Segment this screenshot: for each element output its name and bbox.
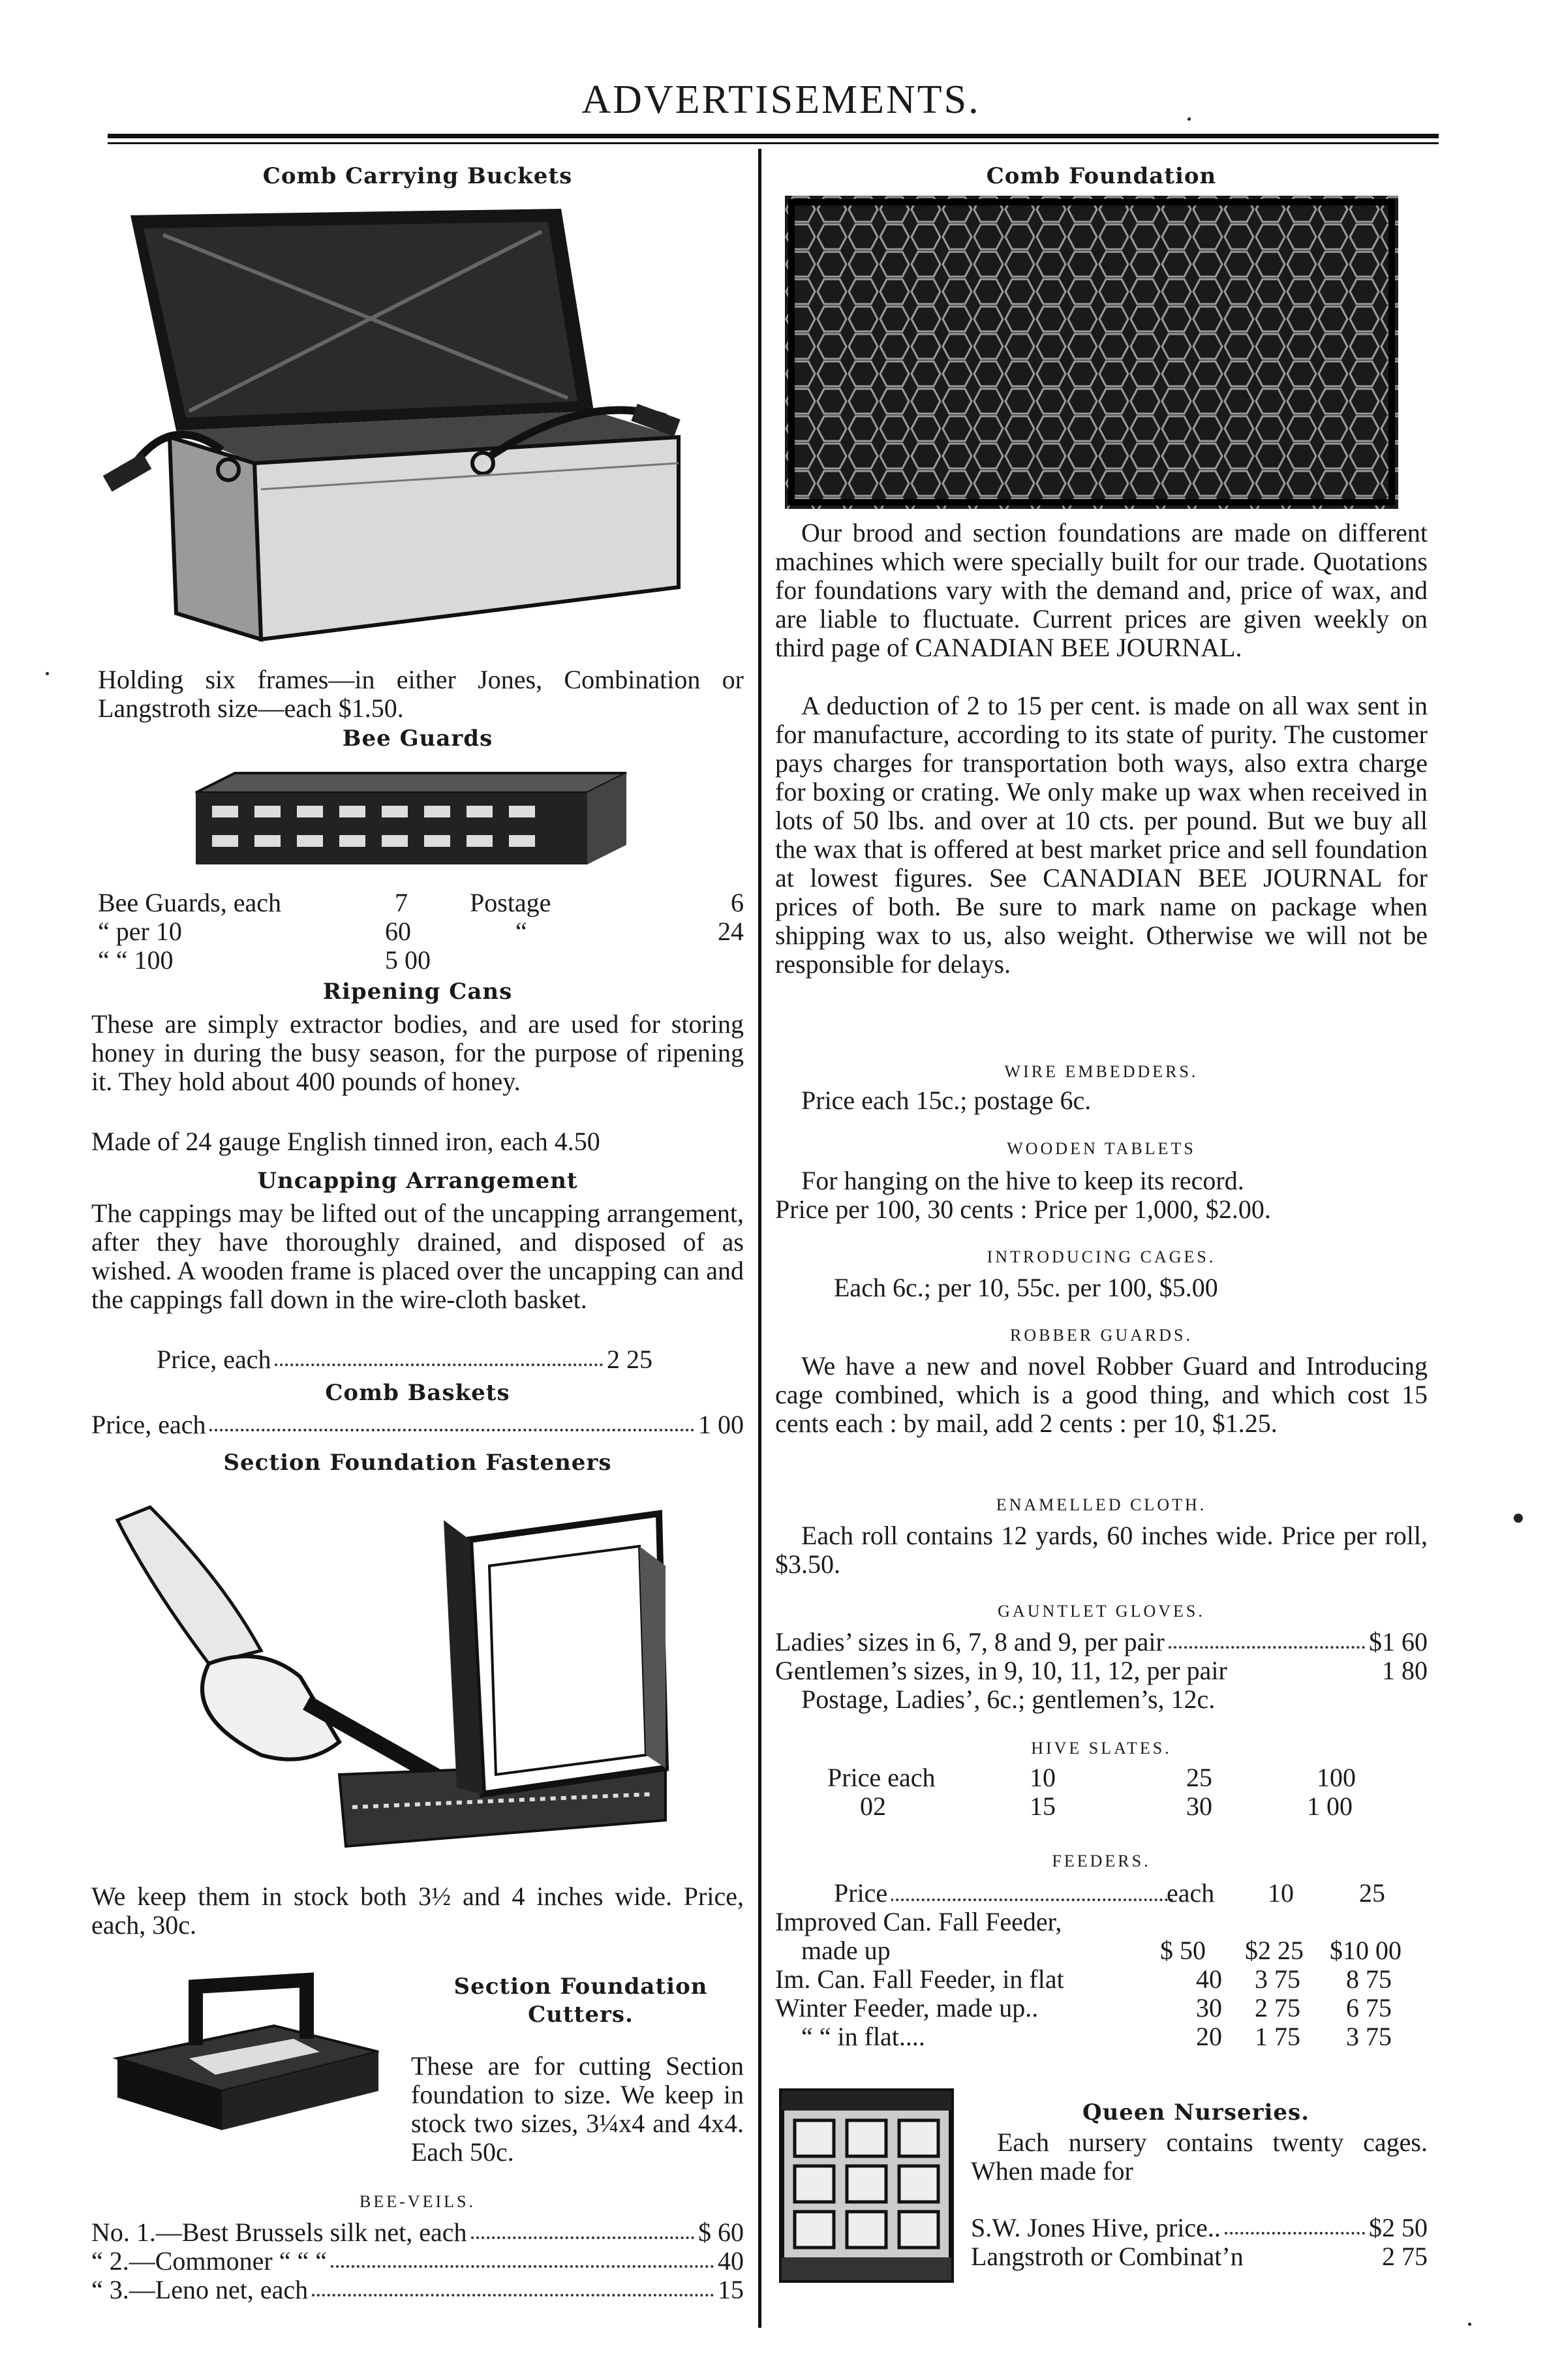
- column-divider: [758, 149, 761, 2328]
- wire-embedders-text: Price each 15c.; postage 6c.: [801, 1086, 1092, 1115]
- comb-foundation-illustration: [785, 196, 1398, 509]
- gloves-postage: Postage, Ladies’, 6c.; gentlemen’s, 12c.: [801, 1685, 1216, 1714]
- bee-veils-heading: BEE-VEILS.: [360, 2192, 476, 2211]
- ripening-text: These are simply extractor bodies, and are used for storing honey in during the busy season, for the purpose of ripening it. They hold about 400 pounds of honey.: [91, 1009, 744, 1096]
- ripening-made-of: Made of 24 gauge English tinned iron, each 4.50: [91, 1127, 600, 1156]
- print-speck: [1468, 2323, 1471, 2326]
- feeders-row: Winter Feeder, made up.. 30 2 75 6 75: [775, 1993, 1392, 2022]
- feeders-heading: FEEDERS.: [1052, 1852, 1151, 1870]
- header-rule-thick: [108, 134, 1439, 138]
- robber-guards-text: We have a new and novel Robber Guard and Introducing cage combined, which is a good thing, and which cost 15 cents each : by mail, add 2 cents : per 10, $1.25.: [775, 1351, 1428, 1438]
- feeders-row: made up $ 50 $2 25 $10 00: [801, 1936, 1401, 1965]
- bee-guard-illustration: [183, 767, 639, 877]
- buckets-caption: Holding six frames—in either Jones, Combination or Langstroth size—each $1.50.: [98, 665, 744, 723]
- comb-bucket-illustration: [91, 196, 744, 652]
- feeders-table: [775, 1879, 1428, 2051]
- bee-guards-row: “ “ 100 5 00: [98, 945, 431, 975]
- foundation-paragraph-1: Our brood and section foundations are made on different machines which were specially built for our trade. Quotations for foundations vary with the demand and, price of wax, and are liable to fluctuate. Current prices are given weekly on third page of CANADIAN BEE JOURNAL.: [775, 518, 1428, 662]
- nurseries-row: Langstroth or Combinat’n 2 75: [971, 2242, 1428, 2271]
- nurseries-row: S.W. Jones Hive, price.. $2 50: [971, 2213, 1428, 2242]
- wooden-tablets-heading: WOODEN TABLETS: [1007, 1139, 1196, 1158]
- foundation-cutter-illustration: [111, 1967, 385, 2137]
- queen-nursery-illustration: [775, 2084, 958, 2287]
- buckets-heading: Comb Carrying Buckets: [262, 163, 573, 189]
- cutters-heading-2: Cutters.: [528, 2002, 634, 2028]
- gauntlet-gloves-heading: GAUNTLET GLOVES.: [998, 1602, 1205, 1621]
- ripening-heading: Ripening Cans: [322, 979, 513, 1005]
- enamelled-cloth-text: Each roll contains 12 yards, 60 inches wide. Price per roll, $3.50.: [775, 1521, 1428, 1579]
- uncapping-text: The cappings may be lifted out of the uncapping arrangement, after they have thoroughly drained, and disposed of as wished. A wooden frame is placed over the uncapping can and the cappings fall down in the wire-cloth basket.: [91, 1198, 744, 1314]
- bee-veils-row: “ 2.—Commoner “ “ “ 40: [91, 2246, 744, 2276]
- hive-slates-header-row: Price each 10 25 100: [827, 1763, 1356, 1792]
- wire-embedders-heading: WIRE EMBEDDERS.: [1004, 1062, 1199, 1081]
- gauntlet-gloves-table: [775, 1628, 1428, 1714]
- uncapping-price-row: Price, each 2 25: [157, 1345, 652, 1374]
- introducing-cages-heading: INTRODUCING CAGES.: [987, 1247, 1216, 1266]
- bee-guards-heading: Bee Guards: [342, 725, 493, 752]
- bee-guards-row: Bee Guards, each 7 Postage 6: [98, 888, 744, 917]
- enamelled-cloth-heading: ENAMELLED CLOTH.: [996, 1495, 1207, 1514]
- feeders-row: Improved Can. Fall Feeder,: [775, 1907, 1062, 1936]
- bee-guards-table: [98, 889, 744, 975]
- cutters-heading-1: Section Foundation: [453, 1974, 708, 2000]
- bee-veils-table: [91, 2218, 744, 2304]
- hive-slates-value-row: 02 15 30 1 00: [860, 1792, 1353, 1821]
- header-rule-thin: [108, 142, 1439, 144]
- gloves-row: Ladies’ sizes in 6, 7, 8 and 9, per pair $1 60: [775, 1627, 1428, 1656]
- bee-veils-row: “ 3.—Leno net, each 15: [91, 2275, 744, 2304]
- comb-baskets-heading: Comb Baskets: [325, 1380, 510, 1406]
- feeders-header-row: Price each 10 25: [834, 1878, 1385, 1908]
- print-speck: [1187, 117, 1191, 121]
- foundation-fastener-illustration: [91, 1481, 744, 1872]
- queen-nurseries-heading: Queen Nurseries.: [1082, 2099, 1310, 2126]
- fasteners-heading: Section Foundation Fasteners: [223, 1450, 612, 1476]
- uncapping-heading: Uncapping Arrangement: [257, 1168, 578, 1194]
- queen-nurseries-table: [971, 2214, 1428, 2271]
- foundation-paragraph-2: A deduction of 2 to 15 per cent. is made on all wax sent in for manufacture, according to its state of purity. The customer pays charges for transportation both ways, also extra charge for boxing or crating. We only make up wax when received in lots of 50 lbs. and over at 10 cts. per pound. But we buy all the wax that is offered at best market price and sell foundation at lowest figures. See CANADIAN BEE JOURNAL for prices of both. Be sure to mark name on package when shipping wax to us, also weight. Otherwise we will not be responsible for delays.: [775, 691, 1428, 979]
- print-speck: [46, 672, 49, 675]
- gloves-row: Gentlemen’s sizes, in 9, 10, 11, 12, per pair 1 80: [775, 1656, 1428, 1685]
- comb-foundation-heading: Comb Foundation: [986, 163, 1217, 189]
- hive-slates-heading: HIVE SLATES.: [1031, 1739, 1172, 1758]
- feeders-row: Im. Can. Fall Feeder, in flat 40 3 75 8 75: [775, 1964, 1392, 1994]
- bee-guards-row: “ per 10 60 “ 24: [98, 917, 744, 946]
- feeders-row: “ “ in flat.... 20 1 75 3 75: [801, 2022, 1392, 2051]
- introducing-cages-text: Each 6c.; per 10, 55c. per 100, $5.00: [834, 1273, 1218, 1302]
- queen-nurseries-text: Each nursery contains twenty cages. When made for: [971, 2128, 1428, 2186]
- hive-slates-table: [775, 1763, 1428, 1821]
- page-title: ADVERTISEMENTS.: [581, 78, 981, 122]
- robber-guards-heading: ROBBER GUARDS.: [1010, 1326, 1193, 1345]
- fasteners-caption: We keep them in stock both 3½ and 4 inches wide. Price, each, 30c.: [91, 1882, 744, 1940]
- cutters-text: These are for cutting Section foundation to size. We keep in stock two sizes, 3¼x4 and 4x4. Each 50c.: [411, 2051, 744, 2167]
- bee-veils-row: No. 1.—Best Brussels silk net, each $ 60: [91, 2218, 744, 2247]
- print-speck: [1514, 1514, 1523, 1523]
- wooden-tablets-text-2: Price per 100, 30 cents : Price per 1,000, $2.00.: [775, 1195, 1271, 1224]
- comb-baskets-price-row: Price, each 1 00: [91, 1410, 744, 1439]
- wooden-tablets-text-1: For hanging on the hive to keep its record.: [801, 1166, 1244, 1195]
